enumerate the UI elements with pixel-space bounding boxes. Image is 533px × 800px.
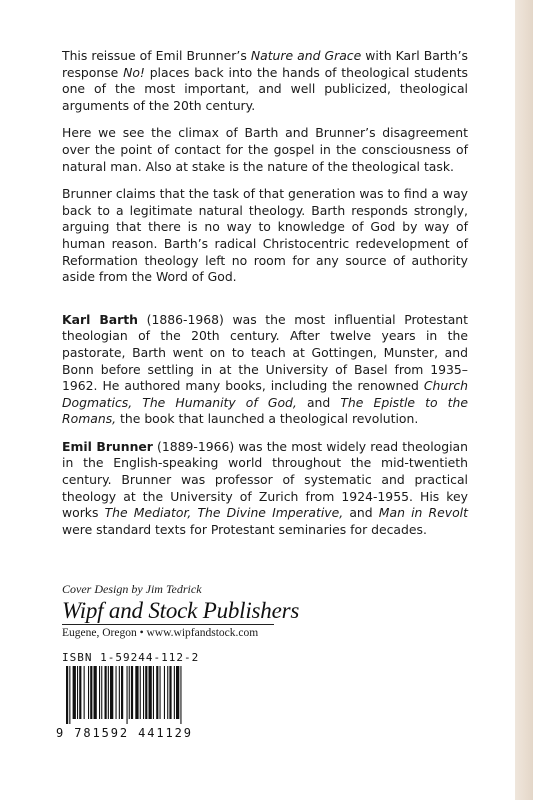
- paragraph: [62, 48, 468, 114]
- text-run: Emil Brunner: [62, 438, 153, 454]
- publisher-location: Eugene, Oregon • www.wipfandstock.com: [62, 627, 259, 639]
- publisher-divider: [62, 624, 274, 625]
- paragraph: [62, 439, 468, 539]
- text-run: were standard texts for Protestant seminaries for decades.: [62, 521, 427, 537]
- spine-edge: [515, 0, 533, 800]
- text-run: and: [296, 394, 341, 410]
- text-run: the book that launched a theological revolution.: [116, 411, 419, 427]
- text-run: Man in Revolt: [378, 505, 468, 521]
- text-run: places back into the hands of theological students one of the most important, and well publicized, theological arguments of the 20th century.: [62, 64, 469, 113]
- isbn-label: ISBN 1-59244-112-2: [62, 651, 200, 664]
- text-run: (1886-1968) was the most influential Protestant theologian of the 20th century. After twelve years in the pastorate, Barth went on to teach at Gottingen, Munster, and Bonn before settling in at the University of Basel from 1935–1962. He authored many books, including the renowned: [62, 311, 469, 394]
- barcode: [66, 666, 218, 724]
- text-run: Church Dogmatics, The Humanity of God,: [62, 378, 468, 410]
- paragraph: [62, 125, 468, 175]
- text-run: with Karl Barth’s response: [62, 48, 469, 80]
- blurb-text: [62, 48, 468, 549]
- text-run: Brunner claims that the task of that generation was to find a way back to a legitimate natural theology. Barth responds strongly, arguing that there is no way to knowledge of God by way of human reason. Barth’s radical Christocentric redevelopment of Reformation theology left no room for any source of authority aside from the Word of God.: [62, 186, 468, 285]
- barcode-number: 9 781592 441129: [56, 726, 193, 740]
- publisher-name: Wipf and Stock Publishers: [62, 598, 300, 623]
- text-run: No!: [123, 64, 145, 80]
- text-run: The Mediator, The Divine Imperative,: [104, 505, 344, 521]
- paragraph: [62, 312, 468, 428]
- text-run: and: [343, 505, 379, 521]
- text-run: Nature and Grace: [250, 48, 362, 63]
- cover-design-credit: Cover Design by Jim Tedrick: [62, 582, 202, 596]
- text-run: (1889-1966) was the most widely read theologian in the English-speaking world throughout the mid-twentieth century. Brunner was professor of systematic and practical theology at the University of Zurich from 1924-1955. His key works: [62, 438, 468, 521]
- text-run: The Epistle to the Romans,: [62, 394, 468, 427]
- text-run: This reissue of Emil Brunner’s: [62, 48, 251, 63]
- text-run: Here we see the climax of Barth and Brunner’s disagreement over the point of contact for the gospel in the consciousness of natural man. Also at stake is the nature of the theological task.: [62, 125, 468, 174]
- paragraph: [62, 186, 468, 286]
- text-run: Karl Barth: [62, 311, 138, 327]
